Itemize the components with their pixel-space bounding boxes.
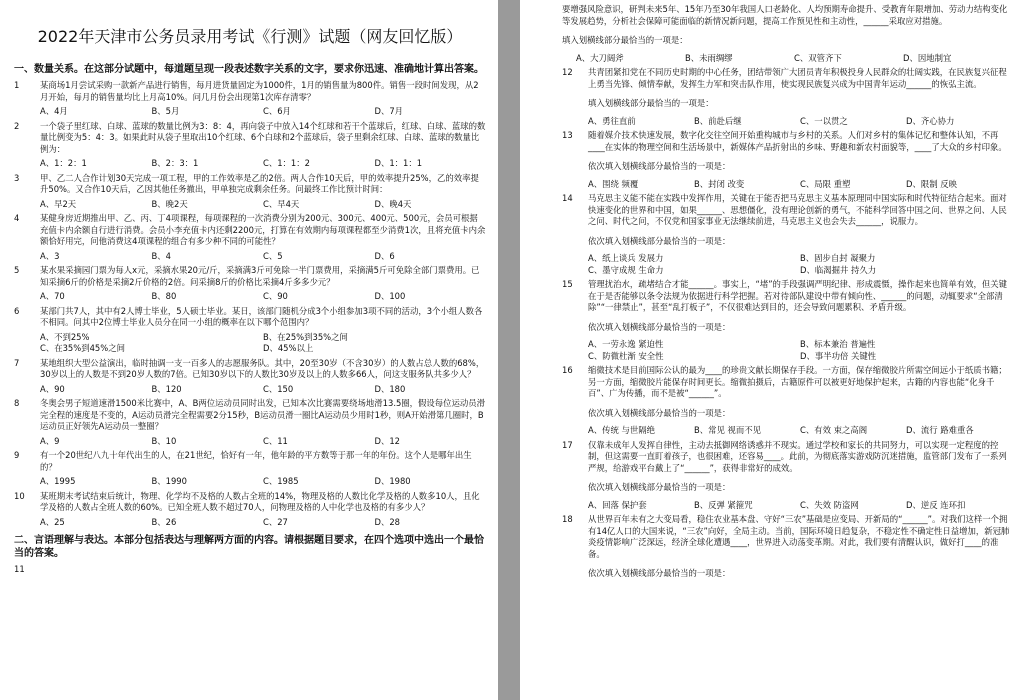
question-11-options: [576, 53, 1012, 65]
answer-option: C、90: [263, 291, 288, 301]
question-number: 9: [14, 450, 20, 460]
answer-options: [588, 425, 1012, 437]
answer-option: A、25: [40, 516, 65, 527]
answer-option: A、1：2：1: [40, 158, 87, 168]
answer-options: [40, 436, 486, 448]
answer-option: D、28: [374, 516, 400, 527]
answer-options: [40, 384, 486, 396]
question-item: [562, 365, 1012, 437]
question-number: 10: [14, 490, 25, 501]
answer-option: B、2：3：1: [151, 158, 199, 168]
answer-option: B、反弹 紧箍咒: [694, 499, 753, 510]
question-item: [14, 491, 486, 529]
answer-option: A、回落 保护套: [588, 499, 647, 510]
answer-option: C、150: [263, 383, 294, 394]
answer-option: A、不到25%: [40, 331, 90, 342]
question-stem: 管理扰治水，疏堵结合才能______。事实上，“堵”的手段强调严明纪律、形成震慑，操作起来也简单有效，但关键在于是否能够以条令法规为依据进行科学把握。若对待部队建设中带有倾向性、______的问题，动辄要求“全部清除”“一律禁止”，甚至“乱打板子”，不仅很难达到目的，还会导致问题累积、矛盾升级。: [588, 279, 1008, 312]
question-item: [14, 450, 486, 488]
answer-option: A、传统 与世隔绝: [588, 425, 656, 435]
answer-option: B、120: [151, 383, 182, 394]
answer-option: B、标本兼治 普遍性: [800, 339, 876, 349]
question-item: [562, 67, 1012, 127]
question-prompt: 依次填入划横线部分最恰当的一项是：: [588, 161, 731, 171]
question-stem: 甲、乙二人合作计划30天完成一项工程，甲的工作效率是乙的2倍。两人合作10天后，甲的效率提升25%，乙的效率提升50%。又合作10天后，乙因其他任务撤出，甲单独完成剩余任务。问最终工作比预计时间：: [40, 172, 479, 194]
answer-option: B、5月: [151, 106, 180, 116]
question-number: 5: [14, 265, 20, 275]
question-stem: 从世界百年未有之大变局看，稳住农业基本盘、守好“三农”基础是应变局、开新局的“______”。对我们这样一个拥有14亿人口的大国来说，“三农”向好，全局主动。当前，国际环境日趋复杂，不稳定性不确定性日益增加，新冠肺炎疫情影响广泛深远，经济全球化遭遇____，世界进入动荡变革期。对此，我们要有清醒认识，做好打____的准备。: [588, 514, 1010, 559]
document-page-left: [0, 0, 498, 700]
answer-option: B、26: [151, 516, 177, 527]
answer-option: B、10: [151, 435, 177, 446]
answer-option: D、1980: [374, 476, 411, 486]
answer-option: B、80: [151, 291, 177, 301]
question-item: [562, 279, 1012, 362]
answer-option: C、11: [263, 435, 288, 446]
question-list-right: [562, 67, 1012, 580]
question-stem: 某健身房近期推出甲、乙、丙、丁4项课程，每项课程的一次消费分别为200元、300元、400元、500元，会员可根据充值卡内余额自行进行消费。会员小李充值卡内还剩2200元，打算在有效期内每项课程都至少消费1次，且将充值卡内余额恰好用完，问他消费这4项课程的组合有多少种不同的可能性？: [40, 213, 486, 246]
answer-option: D、6: [374, 250, 395, 261]
question-number: 7: [14, 357, 20, 368]
answer-option: D、流行 路难重各: [906, 425, 974, 435]
answer-option: C、一以贯之: [800, 115, 848, 126]
answer-option: C、在35%到45%之间: [40, 343, 125, 353]
question-item: [14, 121, 486, 170]
answer-options: [40, 291, 486, 303]
answer-options: [40, 158, 486, 170]
answer-option: D、晚4天: [374, 198, 412, 209]
document-page-right: [520, 0, 1024, 700]
question-list-left: [14, 80, 486, 528]
answer-option: C、27: [263, 516, 288, 527]
question-11-prompt: 填入划横线部分最恰当的一项是：: [562, 35, 688, 45]
question-number: 11: [14, 564, 25, 574]
answer-option: B、未雨绸缪: [685, 52, 733, 63]
answer-option: D、100: [374, 291, 406, 301]
question-number: 3: [14, 172, 20, 183]
question-number: 13: [562, 130, 573, 140]
question-item: [14, 358, 486, 396]
answer-option: C、局限 重塑: [800, 178, 851, 189]
question-stem: 某班期末考试结束后统计，物理、化学均不及格的人数占全班的14%，物理及格的人数比化学及格的人数多10人，且化学及格的人数占全班人数的60%。已知全班人数不超过70人，问物理及格的人中化学也及格的有多少人？: [40, 490, 480, 512]
answer-option: B、1990: [151, 476, 187, 486]
answer-option: D、45%以上: [263, 343, 314, 353]
answer-option: A、纸上谈兵 发展力: [588, 253, 664, 263]
answer-option: C、1：1：2: [263, 158, 310, 168]
answer-options: [588, 179, 1012, 191]
answer-option: A、9: [40, 435, 60, 446]
question-stem: 有一个20世纪八九十年代出生的人，在21世纪，恰好有一年，他年龄的平方数等于那一年的年份。这个人是哪年出生的？: [40, 450, 472, 472]
answer-option: C、失效 防盗网: [800, 499, 859, 510]
question-item: [14, 398, 486, 447]
answer-option: D、12: [374, 435, 400, 446]
answer-option: D、临渴掘井 持久力: [800, 264, 877, 275]
question-number: 17: [562, 439, 573, 450]
question-stem: 一个袋子里红球、白球、蓝球的数量比例为3：8：4，再向袋子中放入14个红球和若干个蓝球后，红球、白球、蓝球的数量比例变为5：4：3。如果此时从袋子里取出10个红球、6个白球和2个蓝球后，袋子里剩余红球、白球、蓝球的数量比例为：: [40, 120, 486, 154]
answer-option: C、防微杜渐 安全性: [588, 350, 664, 361]
question-number: 4: [14, 213, 20, 223]
answer-options: [40, 106, 486, 118]
question-item: [14, 306, 486, 355]
question-prompt: 依次填入划横线部分最恰当的一项是：: [588, 568, 731, 578]
question-prompt: 依次填入划横线部分最恰当的一项是：: [588, 482, 731, 492]
answer-option: B、在25%到35%之间: [263, 331, 348, 342]
answer-option: A、勇往直前: [588, 115, 636, 126]
answer-options: [40, 476, 486, 488]
question-stem: 随着媒介技术快速发展，数字化交往空间开始重构城市与乡村的关系。人们对乡村的集体记忆和整体认知，不再____在实体的物理空间和生活场景中，新媒体产品折射出的乡味、野趣和新农村面貌等，____了大众的乡村印象。: [588, 130, 1007, 152]
answer-option: B、4: [151, 250, 171, 261]
question-number: 1: [14, 80, 20, 90]
question-item: [14, 173, 486, 211]
answer-option: A、早2天: [40, 198, 77, 209]
answer-option: C、有效 束之高阁: [800, 425, 868, 435]
question-stem: 共青团紧扣党在不同历史时期的中心任务，团结带领广大团员青年积极投身人民群众的壮阔实践，在民族复兴征程上勇当先锋、倾情奉献，发挥生力军和突击队作用，使实现民族复兴成为中国青年运动______的恢弘主流。: [588, 67, 1007, 89]
answer-options: [40, 251, 486, 263]
answer-option: C、1985: [263, 476, 299, 486]
answer-option: C、墨守成规 生命力: [588, 264, 664, 275]
answer-option: D、事半功倍 关键性: [800, 350, 877, 361]
question-number: 12: [562, 67, 573, 77]
question-item: [14, 80, 486, 118]
question-11-stem: 要增强风险意识，研判未来5年、15年乃至30年我国人口老龄化、人均预期寿命提升、受教育年限增加、劳动力结构变化等发展趋势，分析社会保障可能面临的新情况新问题，提高工作预见性和主动性，______采取应对措施。: [562, 4, 1008, 26]
question-item: [562, 130, 1012, 190]
answer-option: B、常见 视而不见: [694, 425, 762, 435]
question-number: 2: [14, 120, 20, 131]
question-stem: 马克思主义能不能在实践中发挥作用，关键在于能否把马克思主义基本原理同中国实际和时代特征结合起来。面对快速变化的世界和中国，如果______、思想僵化，没有理论创新的勇气，不能科学回答中国之问、世界之问、人民之问、时代之问，不仅党和国家事业无法继续前进，马克思主义也会失去______，说服力。: [588, 193, 1007, 226]
answer-options: [40, 332, 486, 355]
answer-option: A、一劳永逸 紧迫性: [588, 339, 664, 349]
question-stem: 冬奥会男子短道速滑1500米比赛中，A、B两位运动员同时出发，已知本次比赛需要绕场地滑13.5圈，假设每位运动员滑完全程的速度是不变的，A运动员滑完全程需要2分15秒，B运动员滑一圈比A运动员少用时1秒，则A开始滑第几圈时，B运动员正好领先A运动员一整圈？: [40, 398, 486, 431]
question-number: 15: [562, 279, 573, 289]
question-number: 8: [14, 398, 20, 408]
answer-option: D、180: [374, 383, 406, 394]
answer-option: A、4月: [40, 106, 68, 116]
answer-options: [588, 253, 1012, 276]
answer-option: B、封闭 改变: [694, 178, 745, 189]
answer-option: B、晚2天: [151, 198, 188, 209]
answer-option: C、6月: [263, 106, 291, 116]
section-heading-quantitative: 一、数量关系。在这部分试题中，每道题呈现一段表述数字关系的文字，要求你迅速、准确地计算出答案。: [14, 64, 484, 75]
question-item: [562, 514, 1012, 580]
answer-option: C、5: [263, 250, 283, 261]
answer-option: A、1995: [40, 476, 76, 486]
answer-options: [40, 517, 486, 529]
question-stem: 某地组织大型公益演出，临时抽调一支一百多人的志愿服务队。其中，20至30岁（不含30岁）的人数占总人数的68%，30岁以上的人数是不到20岁人数的7倍。已知30岁以下的人数比30岁及以上的人数多66人，问这支服务队共多少人？: [40, 357, 485, 379]
answer-option: A、围绕 频覆: [588, 178, 639, 189]
question-prompt: 依次填入划横线部分最恰当的一项是：: [588, 321, 731, 332]
answer-options: [588, 500, 1012, 512]
section-heading-verbal: 二、言语理解与表达。本部分包括表达与理解两方面的内容。请根据题目要求，在四个选项中选出一个最恰当的答案。: [14, 535, 484, 559]
answer-option: C、双管齐下: [794, 52, 842, 63]
answer-option: C、早4天: [263, 198, 300, 209]
answer-option: A、3: [40, 250, 60, 261]
answer-option: D、1：1：1: [374, 158, 423, 168]
answer-option: D、限制 反映: [906, 178, 957, 189]
answer-option: D、7月: [374, 106, 404, 116]
question-item: [14, 213, 486, 262]
question-stem: 某水果采摘园门票为每人x元，采摘水果20元/斤，采摘满3斤可免除一半门票费用，采摘满5斤可免除全部门票费用。已知采摘6斤的价格是采摘2斤价格的2倍。问采摘8斤的价格比采摘4斤多多少元？: [40, 265, 480, 287]
question-item: [14, 265, 486, 303]
answer-options: [588, 116, 1012, 128]
answer-option: D、因地制宜: [903, 52, 952, 63]
question-prompt: 依次填入划横线部分最恰当的一项是：: [588, 235, 731, 246]
document-title: 2022年天津市公务员录用考试《行测》试题（网友回忆版）: [37, 27, 463, 46]
answer-option: A、70: [40, 291, 65, 301]
answer-option: A、大刀阔斧: [576, 52, 624, 63]
question-item: [562, 440, 1012, 512]
answer-option: D、齐心协力: [906, 115, 955, 126]
answer-option: B、前赴后继: [694, 115, 742, 126]
question-stem: 仅靠未成年人发挥自律性，主动去抵御网络诱惑并不现实。通过学校和家长的共同努力，可以实现一定程度的控制，但这需要一直盯着孩子，也很困难，还容易____。此前，为彻底落实游戏防沉迷措施，监管部门发布了一系列严规，给游戏平台戴上了“______”，获得非常好的成效。: [588, 439, 1007, 473]
question-stem: 某部门共7人，其中有2人博士毕业，5人硕士毕业。某日，该部门随机分成3个小组参加3项不同的活动，3个小组人数各不相同。问其中2位博士毕业人员分在同一小组的概率在以下哪个范围内？: [40, 305, 483, 327]
question-number: 18: [562, 514, 573, 524]
question-number: 6: [14, 305, 20, 316]
question-prompt: 填入划横线部分最恰当的一项是：: [588, 98, 714, 108]
answer-options: [40, 199, 486, 211]
question-item: [562, 193, 1012, 276]
question-stem: 某商场1月尝试采购一款新产品进行销售，每月进货量固定为1000件，1月的销售量为800件。销售一段时间发现，从2月开始，每月的销售量均比上月高10%。问几月份会出现第1次库存清零？: [40, 80, 479, 102]
answer-option: A、90: [40, 383, 65, 394]
answer-option: B、固步自封 凝聚力: [800, 253, 876, 263]
answer-options: [588, 339, 1012, 362]
question-number: 14: [562, 193, 573, 203]
question-prompt: 依次填入划横线部分最恰当的一项是：: [588, 407, 731, 418]
question-number: 16: [562, 365, 573, 375]
answer-option: D、逆反 连环扣: [906, 499, 966, 510]
question-stem: 缩微技术是目前国际公认的最为____的珍贵文献长期保存手段。一方面，保存缩微胶片所需空间远小于纸质书籍；另一方面，缩微胶片能保存时间更长。缩微拍摄后，古籍原件可以被更好地保护起来，古籍的内容也能“化身千百”、广为传播，而不是被“______”。: [588, 365, 1007, 398]
